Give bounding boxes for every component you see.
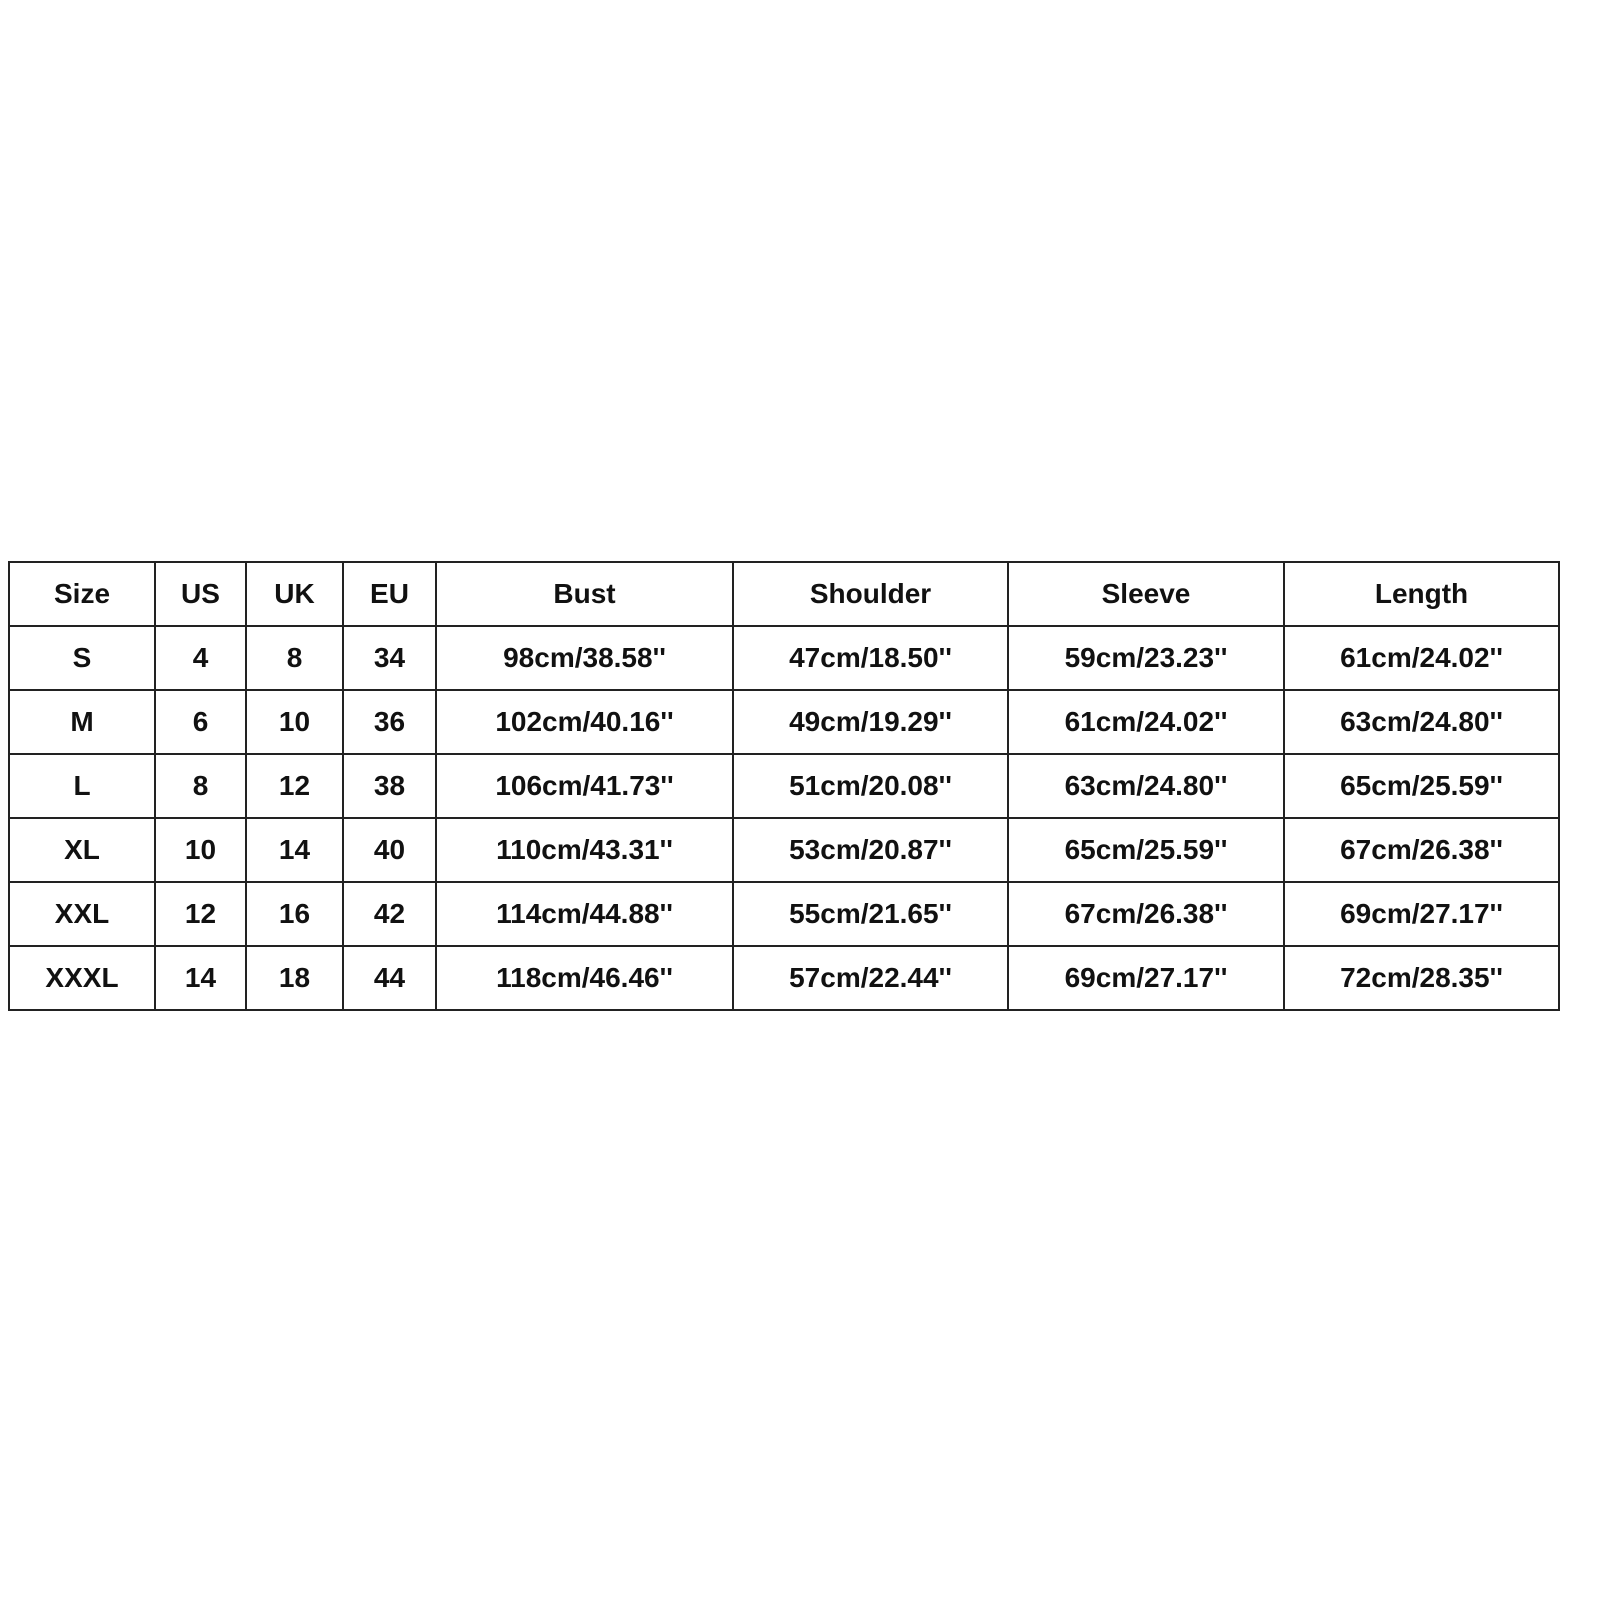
cell-sleeve: 65cm/25.59'' <box>1008 818 1284 882</box>
cell-eu: 36 <box>343 690 436 754</box>
cell-uk: 12 <box>246 754 343 818</box>
header-size: Size <box>9 562 155 626</box>
cell-uk: 8 <box>246 626 343 690</box>
cell-length: 61cm/24.02'' <box>1284 626 1559 690</box>
cell-uk: 10 <box>246 690 343 754</box>
cell-sleeve: 61cm/24.02'' <box>1008 690 1284 754</box>
cell-sleeve: 67cm/26.38'' <box>1008 882 1284 946</box>
cell-eu: 42 <box>343 882 436 946</box>
header-row <box>9 562 1559 626</box>
cell-shoulder: 53cm/20.87'' <box>733 818 1008 882</box>
header-uk: UK <box>246 562 343 626</box>
cell-uk: 18 <box>246 946 343 1010</box>
table-row <box>9 754 1559 818</box>
header-shoulder: Shoulder <box>733 562 1008 626</box>
cell-eu: 40 <box>343 818 436 882</box>
cell-size: S <box>9 626 155 690</box>
cell-size: M <box>9 690 155 754</box>
cell-shoulder: 57cm/22.44'' <box>733 946 1008 1010</box>
table-row <box>9 882 1559 946</box>
cell-bust: 98cm/38.58'' <box>436 626 733 690</box>
cell-sleeve: 63cm/24.80'' <box>1008 754 1284 818</box>
table-row <box>9 690 1559 754</box>
cell-us: 12 <box>155 882 246 946</box>
cell-bust: 114cm/44.88'' <box>436 882 733 946</box>
cell-length: 69cm/27.17'' <box>1284 882 1559 946</box>
cell-bust: 106cm/41.73'' <box>436 754 733 818</box>
cell-size: XXL <box>9 882 155 946</box>
cell-size: L <box>9 754 155 818</box>
cell-sleeve: 59cm/23.23'' <box>1008 626 1284 690</box>
cell-size: XXXL <box>9 946 155 1010</box>
cell-eu: 44 <box>343 946 436 1010</box>
cell-sleeve: 69cm/27.17'' <box>1008 946 1284 1010</box>
cell-shoulder: 49cm/19.29'' <box>733 690 1008 754</box>
cell-us: 10 <box>155 818 246 882</box>
cell-us: 4 <box>155 626 246 690</box>
header-us: US <box>155 562 246 626</box>
cell-shoulder: 51cm/20.08'' <box>733 754 1008 818</box>
cell-uk: 16 <box>246 882 343 946</box>
header-length: Length <box>1284 562 1559 626</box>
cell-us: 14 <box>155 946 246 1010</box>
cell-us: 8 <box>155 754 246 818</box>
table-row <box>9 818 1559 882</box>
cell-eu: 38 <box>343 754 436 818</box>
cell-uk: 14 <box>246 818 343 882</box>
header-bust: Bust <box>436 562 733 626</box>
size-chart-table <box>8 561 1560 1011</box>
cell-length: 63cm/24.80'' <box>1284 690 1559 754</box>
table-row <box>9 626 1559 690</box>
header-eu: EU <box>343 562 436 626</box>
cell-length: 67cm/26.38'' <box>1284 818 1559 882</box>
cell-bust: 118cm/46.46'' <box>436 946 733 1010</box>
cell-length: 72cm/28.35'' <box>1284 946 1559 1010</box>
cell-shoulder: 47cm/18.50'' <box>733 626 1008 690</box>
cell-us: 6 <box>155 690 246 754</box>
table-row <box>9 946 1559 1010</box>
cell-shoulder: 55cm/21.65'' <box>733 882 1008 946</box>
header-sleeve: Sleeve <box>1008 562 1284 626</box>
cell-length: 65cm/25.59'' <box>1284 754 1559 818</box>
cell-bust: 102cm/40.16'' <box>436 690 733 754</box>
cell-eu: 34 <box>343 626 436 690</box>
cell-size: XL <box>9 818 155 882</box>
cell-bust: 110cm/43.31'' <box>436 818 733 882</box>
